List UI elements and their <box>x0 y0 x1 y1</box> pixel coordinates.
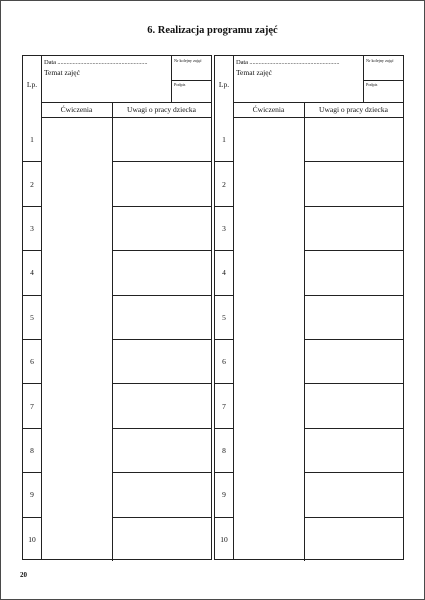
exercises-cell[interactable] <box>41 161 113 205</box>
notes-cell[interactable] <box>304 250 403 294</box>
notes-cell[interactable] <box>304 339 403 383</box>
signature-label: Podpis <box>174 82 186 87</box>
table-row <box>23 472 211 516</box>
table-row <box>215 383 403 427</box>
notes-cell[interactable] <box>112 428 211 472</box>
notes-cell[interactable] <box>304 428 403 472</box>
date-field[interactable]: Data ........................................................... <box>236 59 340 66</box>
row-number: 1 <box>30 134 34 144</box>
page-title: 6. Realizacja programu zajęć <box>147 25 278 36</box>
row-number: 9 <box>23 472 41 516</box>
topic-field[interactable]: Temat zajęć <box>44 68 80 77</box>
table-row <box>23 117 211 161</box>
row-number: 1 <box>222 134 226 144</box>
signature-box[interactable] <box>363 80 403 102</box>
exercises-cell[interactable] <box>233 295 305 339</box>
session-header <box>233 56 403 103</box>
session-number-box[interactable] <box>171 56 211 81</box>
notes-header <box>112 102 211 118</box>
notes-cell[interactable] <box>112 117 211 161</box>
table-row <box>23 206 211 250</box>
lp-header: Lp. <box>218 80 230 89</box>
session-table-left <box>22 55 212 560</box>
table-row <box>23 339 211 383</box>
signature-box[interactable] <box>171 80 211 102</box>
notes-cell[interactable] <box>112 383 211 427</box>
table-row <box>215 295 403 339</box>
notes-cell[interactable] <box>304 117 403 161</box>
exercises-header-label: Ćwiczenia <box>60 105 93 114</box>
notes-cell[interactable] <box>304 295 403 339</box>
row-number: 10 <box>215 517 233 561</box>
table-row <box>23 250 211 294</box>
signature-label: Podpis <box>366 82 378 87</box>
exercises-cell[interactable] <box>41 517 113 561</box>
lp-header: Lp. <box>26 80 38 89</box>
exercises-cell[interactable] <box>233 472 305 516</box>
notes-cell[interactable] <box>112 339 211 383</box>
notes-cell[interactable] <box>112 295 211 339</box>
table-row <box>215 472 403 516</box>
row-number: 6 <box>215 339 233 383</box>
session-number-label: Nr kolejny zajęć <box>174 58 202 63</box>
exercises-cell[interactable] <box>41 295 113 339</box>
session-table-right <box>214 55 404 560</box>
row-number: 10 <box>23 517 41 561</box>
notes-cell[interactable] <box>112 517 211 561</box>
table-row <box>23 161 211 205</box>
row-number: 5 <box>215 295 233 339</box>
exercises-cell[interactable] <box>41 117 113 161</box>
notes-cell[interactable] <box>304 472 403 516</box>
row-number: 8 <box>23 428 41 472</box>
exercises-cell[interactable] <box>233 383 305 427</box>
row-number: 4 <box>23 250 41 294</box>
notes-cell[interactable] <box>304 206 403 250</box>
exercises-cell[interactable] <box>233 250 305 294</box>
exercises-cell[interactable] <box>233 117 305 161</box>
notes-cell[interactable] <box>304 383 403 427</box>
notes-cell[interactable] <box>112 206 211 250</box>
exercises-cell[interactable] <box>233 428 305 472</box>
notes-header-label: Uwagi o pracy dziecka <box>319 105 388 114</box>
exercises-cell[interactable] <box>41 428 113 472</box>
table-row <box>215 117 403 161</box>
notes-cell[interactable] <box>112 472 211 516</box>
session-number-label: Nr kolejny zajęć <box>366 58 394 63</box>
table-row <box>23 383 211 427</box>
row-number: 9 <box>215 472 233 516</box>
notes-header <box>304 102 403 118</box>
table-row <box>215 161 403 205</box>
row-number: 3 <box>23 206 41 250</box>
exercises-cell[interactable] <box>233 161 305 205</box>
table-row <box>215 428 403 472</box>
table-row <box>215 206 403 250</box>
exercises-cell[interactable] <box>41 472 113 516</box>
exercises-cell[interactable] <box>41 339 113 383</box>
date-field[interactable]: Data ........................................................... <box>44 59 148 66</box>
exercises-cell[interactable] <box>233 206 305 250</box>
table-rows <box>215 117 403 559</box>
row-number: 7 <box>215 383 233 427</box>
exercises-header <box>233 102 305 118</box>
exercises-cell[interactable] <box>41 206 113 250</box>
page-number: 20 <box>20 571 27 579</box>
topic-field[interactable]: Temat zajęć <box>236 68 272 77</box>
session-number-box[interactable] <box>363 56 403 81</box>
exercises-cell[interactable] <box>41 250 113 294</box>
row-number: 2 <box>23 161 41 205</box>
row-number: 3 <box>215 206 233 250</box>
row-number: 2 <box>215 161 233 205</box>
table-row <box>215 517 403 561</box>
session-header <box>41 56 211 103</box>
notes-header-label: Uwagi o pracy dziecka <box>127 105 196 114</box>
table-row <box>215 250 403 294</box>
row-number: 7 <box>23 383 41 427</box>
row-number: 8 <box>215 428 233 472</box>
row-number: 5 <box>23 295 41 339</box>
row-number: 6 <box>23 339 41 383</box>
exercises-cell[interactable] <box>233 517 305 561</box>
notes-cell[interactable] <box>112 250 211 294</box>
notes-cell[interactable] <box>304 517 403 561</box>
exercises-header-label: Ćwiczenia <box>252 105 285 114</box>
table-rows <box>23 117 211 559</box>
row-number: 4 <box>215 250 233 294</box>
notes-cell[interactable] <box>112 161 211 205</box>
notes-cell[interactable] <box>304 161 403 205</box>
table-row <box>23 517 211 561</box>
exercises-cell[interactable] <box>233 339 305 383</box>
table-row <box>215 339 403 383</box>
exercises-cell[interactable] <box>41 383 113 427</box>
exercises-header <box>41 102 113 118</box>
table-row <box>23 428 211 472</box>
table-row <box>23 295 211 339</box>
